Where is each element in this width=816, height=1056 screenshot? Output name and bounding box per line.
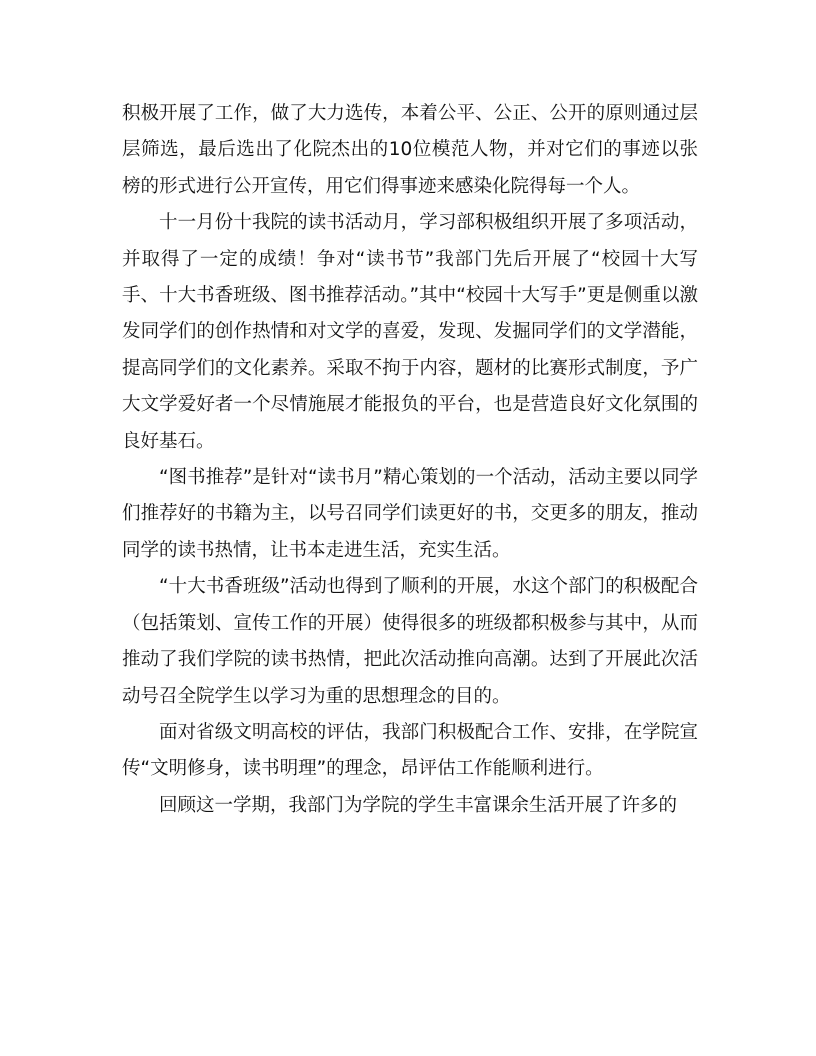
paragraph-2: 十一月份十我院的读书活动月，学习部积极组织开展了多项活动，并取得了一定的成绩！争对“读书节”我部门先后开展了“校园十大写手、十大书香班级、图书推荐活动。”其中“校园十大写手”更是侧重以激发同学们的创作热情和对文学的喜爱，发现、发掘同学们的文学潜能，提高同学们的文化素养。采取不拘于内容，题材的比赛形式制度，予广大文学爱好者一个尽情施展才能报负的平台，也是营造良好文化氛围的良好基石。	[122, 212, 698, 452]
paragraph-3: “图书推荐”是针对“读书月”精心策划的一个活动，活动主要以同学们推荐好的书籍为主，以号召同学们读更好的书，交更多的朋友，推动同学的读书热情，让书本走进生活，充实生活。	[122, 467, 698, 561]
document-body	[122, 96, 698, 824]
paragraph-1: 积极开展了工作，做了大力选传，本着公平、公正、公开的原则通过层层筛选，最后选出了化院杰出的10位模范人物，并对它们的事迹以张榜的形式进行公开宣传，用它们得事迹来感染化院得每一个人。	[122, 103, 698, 197]
paragraph-4: “十大书香班级”活动也得到了顺利的开展，水这个部门的积极配合（包括策划、宣传工作的开展）使得很多的班级都积极参与其中，从而推动了我们学院的读书热情，把此次活动推向高潮。达到了开展此次活动号召全院学生以学习为重的思想理念的目的。	[122, 576, 698, 707]
paragraph-5: 面对省级文明高校的评估，我部门积极配合工作、安排，在学院宣传“文明修身，读书明理”的理念，昂评估工作能顺利进行。	[122, 721, 698, 780]
paragraph-6: 回顾这一学期，我部门为学院的学生丰富课余生活开展了许多的	[159, 794, 678, 816]
